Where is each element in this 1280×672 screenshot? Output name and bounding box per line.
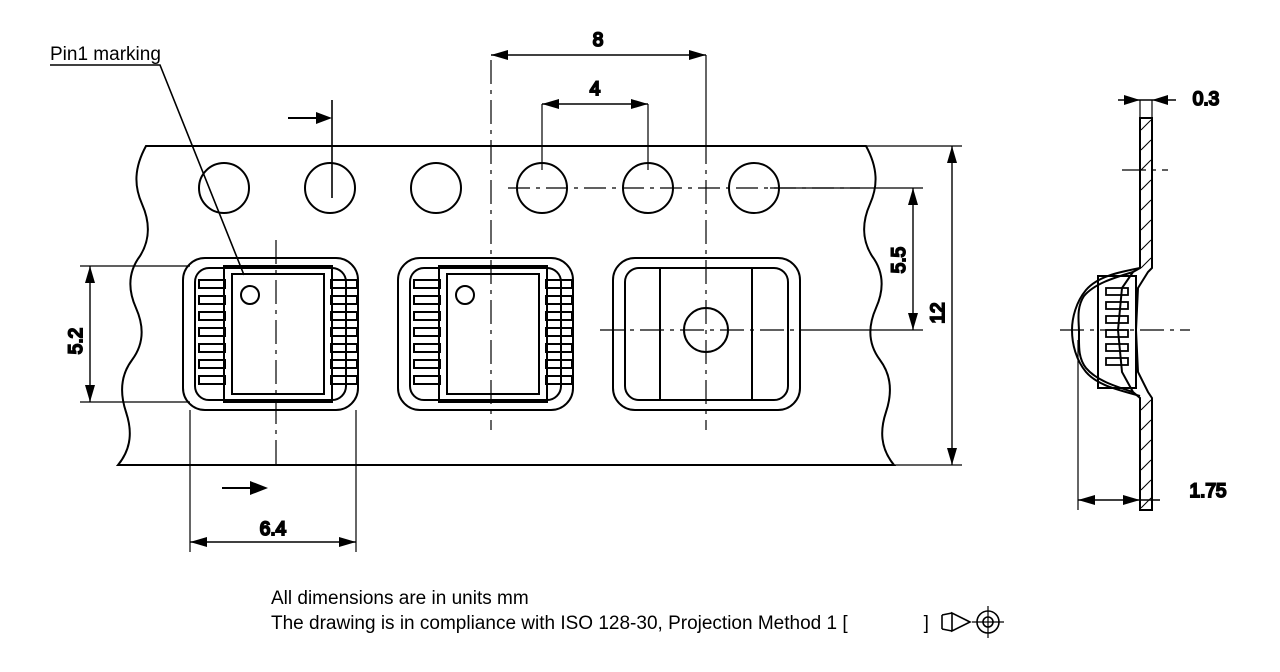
- device-body-inner: [232, 274, 324, 394]
- note-standard-text-end: ]: [923, 613, 929, 634]
- device-section-leads: [1106, 288, 1128, 365]
- dimension-12-label: 12: [928, 302, 949, 324]
- note-standard: [271, 613, 929, 635]
- pocket-3: [600, 140, 815, 430]
- sprocket-hole: [305, 163, 355, 213]
- pin1-dot: [241, 286, 259, 304]
- projection-method-symbol: [942, 606, 1004, 638]
- device-section-body: [1098, 276, 1136, 388]
- device-body: [439, 266, 547, 402]
- pocket-1: [183, 240, 358, 470]
- sprocket-hole: [199, 163, 249, 213]
- dimension-0_3: [1118, 95, 1176, 120]
- dimension-8-label: 8: [592, 30, 604, 51]
- device-leads-right: [331, 280, 357, 384]
- device-leads-right: [546, 280, 572, 384]
- device-body-inner: [447, 274, 539, 394]
- device-leads-left: [199, 280, 225, 384]
- sprocket-hole: [411, 163, 461, 213]
- pocket-2: [398, 60, 573, 430]
- section-hatching: [1141, 120, 1151, 508]
- dimension-5_2-label: 5.2: [66, 327, 87, 355]
- dimension-5_2: [80, 266, 190, 402]
- pin1-marking-callout: [50, 65, 244, 275]
- note-standard-text: The drawing is in compliance with ISO 128-30, Projection Method 1 [: [271, 613, 848, 634]
- dimension-0_3-label: 0.3: [1192, 89, 1220, 110]
- feed-direction-arrow-top: [288, 100, 332, 198]
- device-body: [224, 266, 332, 402]
- note-units: All dimensions are in units mm: [271, 588, 529, 609]
- tape-top-view: [50, 30, 962, 552]
- tape-cross-section-view: [1060, 89, 1226, 510]
- pin1-dot: [456, 286, 474, 304]
- dimension-4: [542, 99, 648, 170]
- dimension-4-label: 4: [589, 79, 601, 100]
- dimension-5_5-label: 5.5: [889, 246, 910, 274]
- pin1-marking-label: Pin1 marking: [50, 44, 161, 65]
- dimension-1_75-label: 1.75: [1189, 481, 1227, 502]
- feed-direction-arrow-bottom: [222, 481, 268, 495]
- dimension-6_4-label: 6.4: [259, 519, 287, 540]
- device-leads-left: [414, 280, 440, 384]
